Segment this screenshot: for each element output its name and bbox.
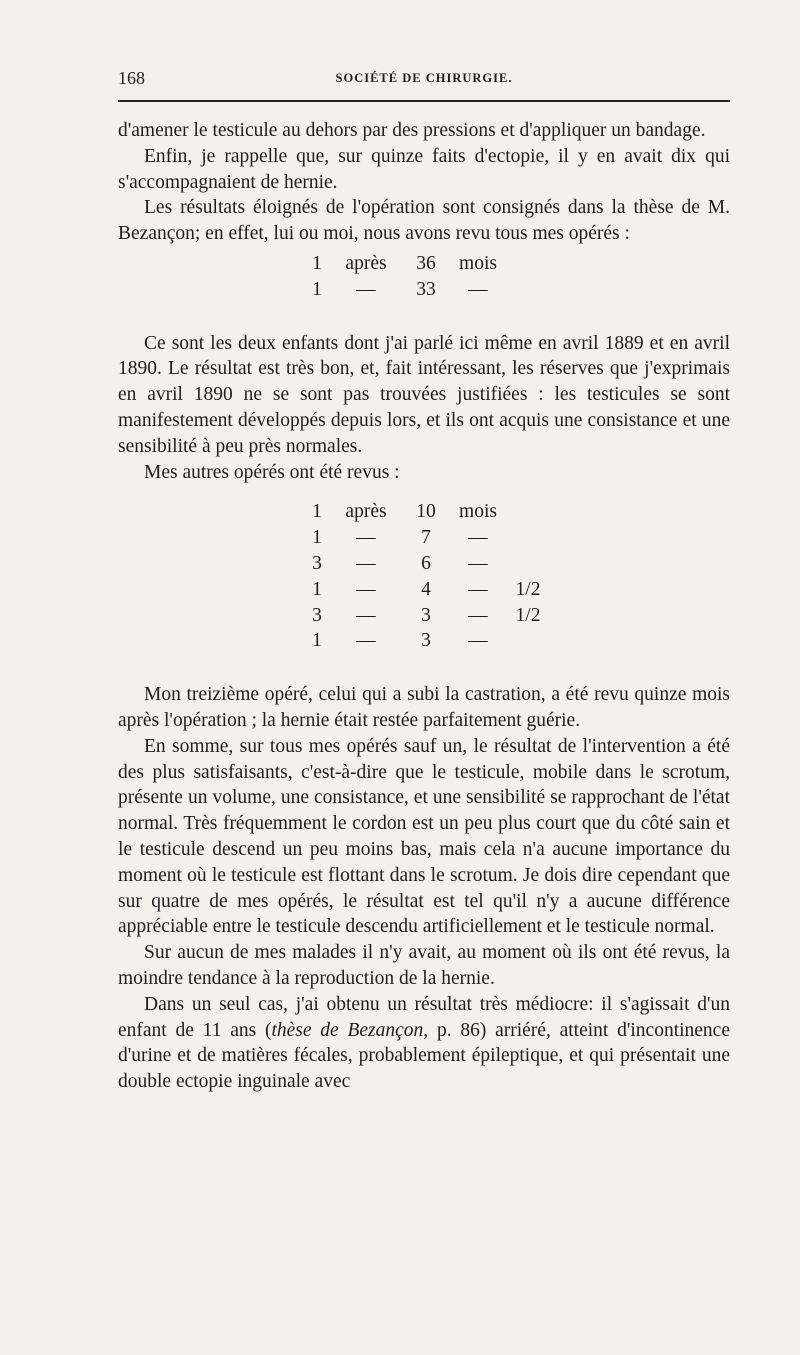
table-cell: — xyxy=(356,630,376,652)
table-cell: 3 xyxy=(312,552,322,574)
paragraph: Les résultats éloignés de l'opération sont consignés dans la thèse de M. Bezançon; en effet, lui ou moi, nous avons revu tous mes opérés : xyxy=(118,197,730,245)
table-cell: 1/2 xyxy=(515,578,541,600)
header-rule xyxy=(118,100,730,102)
table-cell: 3 xyxy=(421,630,431,652)
text-run: , p. 86) arriéré, atteint d'incontinence d'urine et de matières fécales, probablement épileptique, et qui présentait une double ectopie inguinale avec xyxy=(118,1019,730,1093)
table-row xyxy=(306,551,548,577)
paragraph: Ce sont les deux enfants dont j'ai parlé ici même en avril 1889 et en avril 1890. Le résultat est très bon, et, fait intéressant, les réserves que j'exprimais en avril 1890 ne se sont pas trouvées justifiées : les testicules se sont manifestement développés depuis lors, et ils ont acquis une consistance et une sensibilité à peu près normales. xyxy=(118,332,730,457)
table-cell: mois xyxy=(459,501,497,523)
page-header xyxy=(118,68,730,90)
table-cell: — xyxy=(356,527,376,549)
table-row xyxy=(306,499,548,525)
table-cell: 4 xyxy=(421,578,431,600)
table-cell: — xyxy=(468,630,488,652)
table-cell: — xyxy=(356,578,376,600)
followup-table-1 xyxy=(306,251,508,303)
followup-table-2 xyxy=(306,499,548,654)
table-cell: 1 xyxy=(312,501,322,523)
table-cell: 10 xyxy=(416,501,436,523)
table-cell: après xyxy=(345,501,387,523)
paragraph xyxy=(118,992,730,1095)
text-run: Dans un seul cas, j'ai obtenu un résultat très médiocre: il s'agissait d'un enfant de 11 ans ( xyxy=(118,993,730,1041)
table-cell: — xyxy=(468,578,488,600)
paragraph: Mes autres opérés ont été revus : xyxy=(144,461,400,483)
table-cell: 1/2 xyxy=(515,604,541,626)
body-text xyxy=(118,118,730,1095)
table-row xyxy=(306,628,548,654)
table-cell xyxy=(508,525,548,551)
table-cell: 3 xyxy=(421,604,431,626)
paragraph: Enfin, je rappelle que, sur quinze faits d'ectopie, il y en avait dix qui s'accompagnaient de hernie. xyxy=(118,145,730,193)
table-cell: 1 xyxy=(312,578,322,600)
table-cell: — xyxy=(468,552,488,574)
table-cell: — xyxy=(356,552,376,574)
table-cell: 36 xyxy=(416,252,436,274)
table-cell xyxy=(508,499,548,525)
table-cell xyxy=(508,628,548,654)
table-row xyxy=(306,577,548,603)
table-cell: 33 xyxy=(416,278,436,300)
page-number: 168 xyxy=(118,68,145,88)
running-title: SOCIÉTÉ DE CHIRURGIE. xyxy=(335,71,513,85)
table-row xyxy=(306,251,508,277)
table-cell: 3 xyxy=(312,604,322,626)
table-row xyxy=(306,525,548,551)
table-cell: — xyxy=(356,604,376,626)
table-cell: — xyxy=(468,604,488,626)
table-cell: après xyxy=(345,252,387,274)
table-row xyxy=(306,277,508,303)
table-row xyxy=(306,603,548,629)
table-cell: 7 xyxy=(421,527,431,549)
table-cell: 1 xyxy=(312,630,322,652)
paragraph: Sur aucun de mes malades il n'y avait, au moment où ils ont été revus, la moindre tendance à la reproduction de la hernie. xyxy=(118,942,730,989)
table-cell: 1 xyxy=(312,278,322,300)
table-cell: 6 xyxy=(421,552,431,574)
table-cell: mois xyxy=(459,252,497,274)
table-cell: — xyxy=(356,278,376,300)
paragraph: En somme, sur tous mes opérés sauf un, le résultat de l'intervention a été des plus satisfaisants, c'est-à-dire que le testicule, mobile dans le scrotum, présente un volume, une consistance, et une sensibilité se rapprochant de l'état normal. Très fréquemment le cordon est un peu plus court que du côté sain et le testicule descend un peu moins bas, mais cela n'a aucune importance du moment où le testicule est flottant dans le scrotum. Je dois dire cependant que sur quatre de mes opérés, le résultat est tel qu'il n'y a aucune différence appréciable entre le testicule descendu artificiellement et le testicule normal. xyxy=(118,735,730,938)
table-cell: — xyxy=(468,278,488,300)
table-cell: — xyxy=(468,527,488,549)
paragraph: Mon treizième opéré, celui qui a subi la castration, a été revu quinze mois après l'opération ; la hernie était restée parfaitement guérie. xyxy=(118,684,730,731)
paragraph: d'amener le testicule au dehors par des pressions et d'appliquer un bandage. xyxy=(118,120,706,141)
italic-citation: thèse de Bezançon xyxy=(271,1019,424,1041)
table-cell: 1 xyxy=(312,252,322,274)
table-cell: 1 xyxy=(312,527,322,549)
table-cell xyxy=(508,551,548,577)
